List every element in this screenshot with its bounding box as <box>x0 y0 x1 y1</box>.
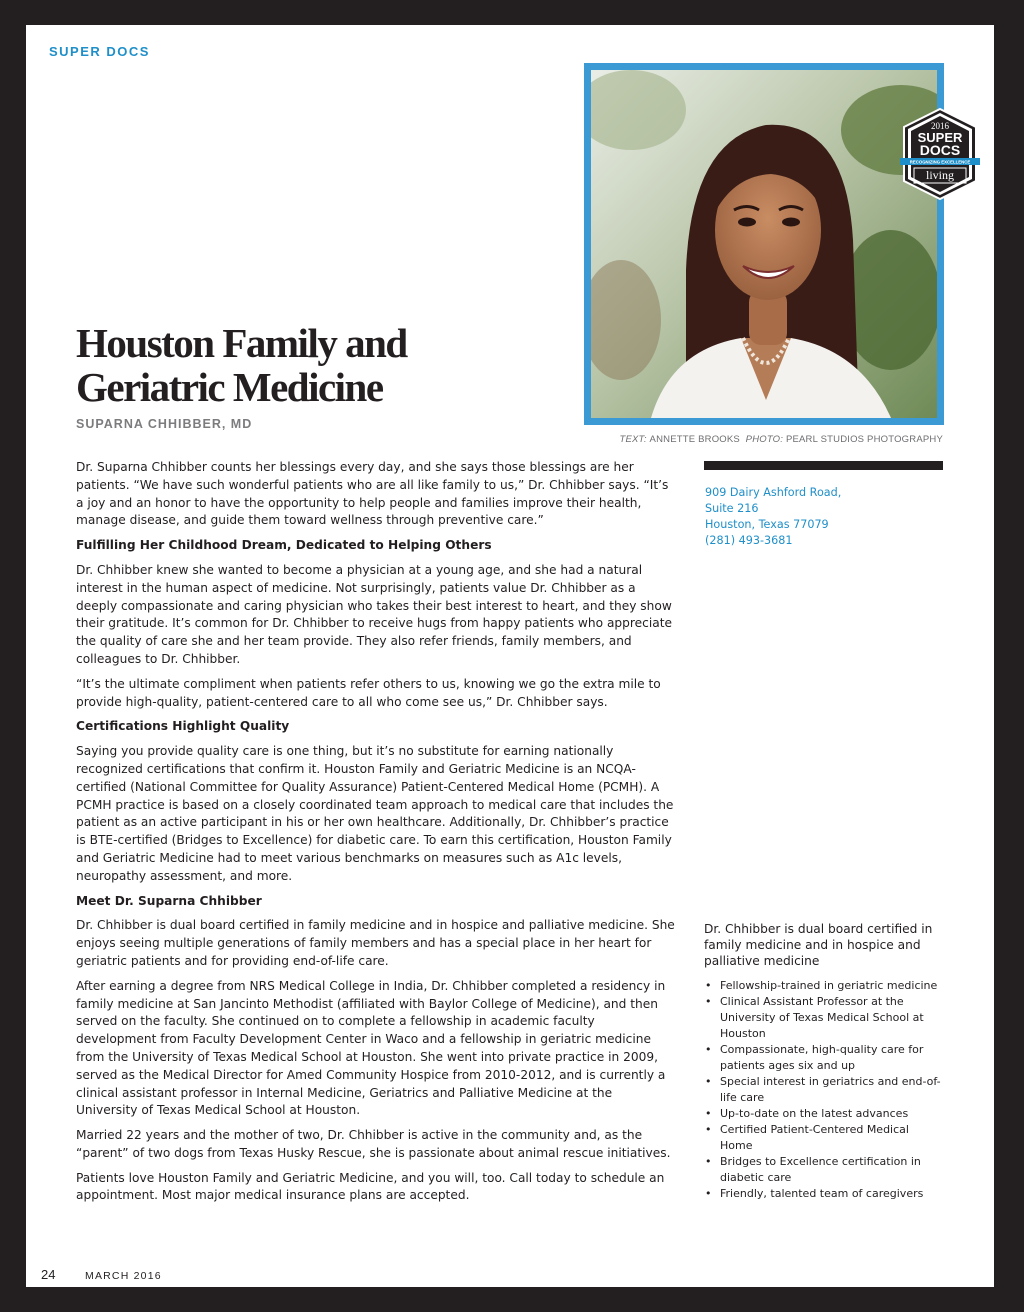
subheading: Meet Dr. Suparna Chhibber <box>76 893 262 908</box>
highlights-sidebar <box>704 921 944 1202</box>
subheading: Certifications Highlight Quality <box>76 719 290 734</box>
address-line: 909 Dairy Ashford Road, <box>705 486 842 499</box>
photo-credit: TEXT: ANNETTE BROOKS PHOTO: PEARL STUDIOS PHOTOGRAPHY <box>619 434 943 445</box>
badge-year: 2016 <box>931 121 949 131</box>
article-title: Houston Family and Geriatric Medicine <box>76 320 407 410</box>
intro-paragraph: Dr. Suparna Chhibber counts her blessings every day, and she says those blessings are her patients. “We have such wonderful patients who are all like family to us,” Dr. Chhibber says. “It’s a joy and an honor to have the opportunity to help people and families improve their health, manage disease, and guide them toward wellness through preventive care.” <box>76 460 669 528</box>
sidebar-heading: Dr. Chhibber is dual board certified in family medicine and in hospice and palliative medicine <box>704 922 933 968</box>
section-label: SUPER DOCS <box>49 44 150 59</box>
highlights-list <box>704 978 944 1202</box>
list-item: • Up-to-date on the latest advances <box>704 1106 944 1122</box>
list-item: • Fellowship-trained in geriatric medicine <box>704 978 944 994</box>
body-paragraph: “It’s the ultimate compliment when patients refer others to us, knowing we go the extra mile to provide high-quality, patient-centered care to all who come see us,” Dr. Chhibber says. <box>76 676 661 709</box>
byline: SUPARNA CHHIBBER, MD <box>76 417 253 431</box>
super-docs-badge <box>900 107 980 201</box>
list-item: • Clinical Assistant Professor at the University of Texas Medical School at Houston <box>704 994 944 1042</box>
subheading: Fulfilling Her Childhood Dream, Dedicated to Helping Others <box>76 538 492 553</box>
badge-ribbon: RECOGNIZING EXCELLENCE <box>909 159 971 165</box>
phone-number[interactable]: (281) 493-3681 <box>705 534 793 547</box>
address-line: Houston, Texas 77079 <box>705 518 829 531</box>
body-paragraph: Dr. Chhibber is dual board certified in family medicine and in hospice and palliative medicine. She enjoys seeing multiple generations of family members and has a special place in her heart for geriatric patients and for providing end-of-life care. <box>76 918 675 968</box>
magazine-page <box>26 25 994 1287</box>
list-item: • Compassionate, high-quality care for patients ages six and up <box>704 1042 944 1074</box>
article-body <box>76 459 676 1212</box>
body-paragraph: Dr. Chhibber knew she wanted to become a physician at a young age, and she had a natural interest in the human aspect of medicine. Not surprisingly, patients value Dr. Chhibber as a deeply compassionate and caring physician who takes their best interest to heart, and they show their gratitude. It’s common for Dr. Chhibber to receive hugs from happy patients who appreciate the quality of care she and her team provide. They also refer friends, family members, and colleagues to Dr. Chhibber. <box>76 562 672 666</box>
list-item: • Certified Patient-Centered Medical Home <box>704 1122 944 1154</box>
badge-super: SUPER <box>917 130 963 145</box>
contact-address <box>705 485 841 549</box>
list-item: • Friendly, talented team of caregivers <box>704 1186 944 1202</box>
page-number: 24 <box>41 1267 56 1282</box>
body-paragraph: Saying you provide quality care is one thing, but it’s no substitute for earning nationally recognized certifications that confirm it. Houston Family and Geriatric Medicine is an NCQA-certified (National Committee for Quality Assurance) Patient-Centered Medical Home (PCMH). A PCMH practice is based on a closely coordinated team approach to medical care that includes the patient as an active participant in his or her own healthcare. Additionally, Dr. Chhibber’s practice is BTE-certified (Bridges to Excellence) for diabetic care. To earn this certification, Houston Family and Geriatric Medicine had to meet various benchmarks on measures such as A1c levels, neuropathy assessment, and more. <box>76 744 674 883</box>
list-item: • Bridges to Excellence certification in diabetic care <box>704 1154 944 1186</box>
body-paragraph: Patients love Houston Family and Geriatric Medicine, and you will, too. Call today to schedule an appointment. Most major medical insurance plans are accepted. <box>76 1170 665 1203</box>
doctor-portrait <box>584 63 944 425</box>
divider-bar <box>704 461 943 470</box>
body-paragraph: Married 22 years and the mother of two, Dr. Chhibber is active in the community and, as the “parent” of two dogs from Texas Husky Rescue, she is passionate about animal rescue initiatives. <box>76 1128 671 1160</box>
address-line: Suite 216 <box>705 502 759 515</box>
portrait-illustration <box>591 70 937 418</box>
issue-date: MARCH 2016 <box>85 1270 162 1282</box>
badge-brand: living <box>925 168 955 182</box>
badge-docs: DOCS <box>919 142 961 158</box>
list-item: • Special interest in geriatrics and end-of-life care <box>704 1074 944 1106</box>
body-paragraph: After earning a degree from NRS Medical College in India, Dr. Chhibber completed a residency in family medicine at San Jancinto Methodist (affiliated with Baylor College of Medicine), and then served on the faculty. She continued on to complete a fellowship in academic faculty development from Faculty Development Center in Waco and a fellowship in geriatric medicine from the University of Texas Medical School at Houston. She went into private practice in 2009, served as the Medical Director for Amed Community Hospice from 2010-2012, and is currently a clinical assistant professor in Internal Medicine, Geriatrics and Palliative Medicine at the University of Texas Medical School at Houston. <box>76 978 666 1118</box>
